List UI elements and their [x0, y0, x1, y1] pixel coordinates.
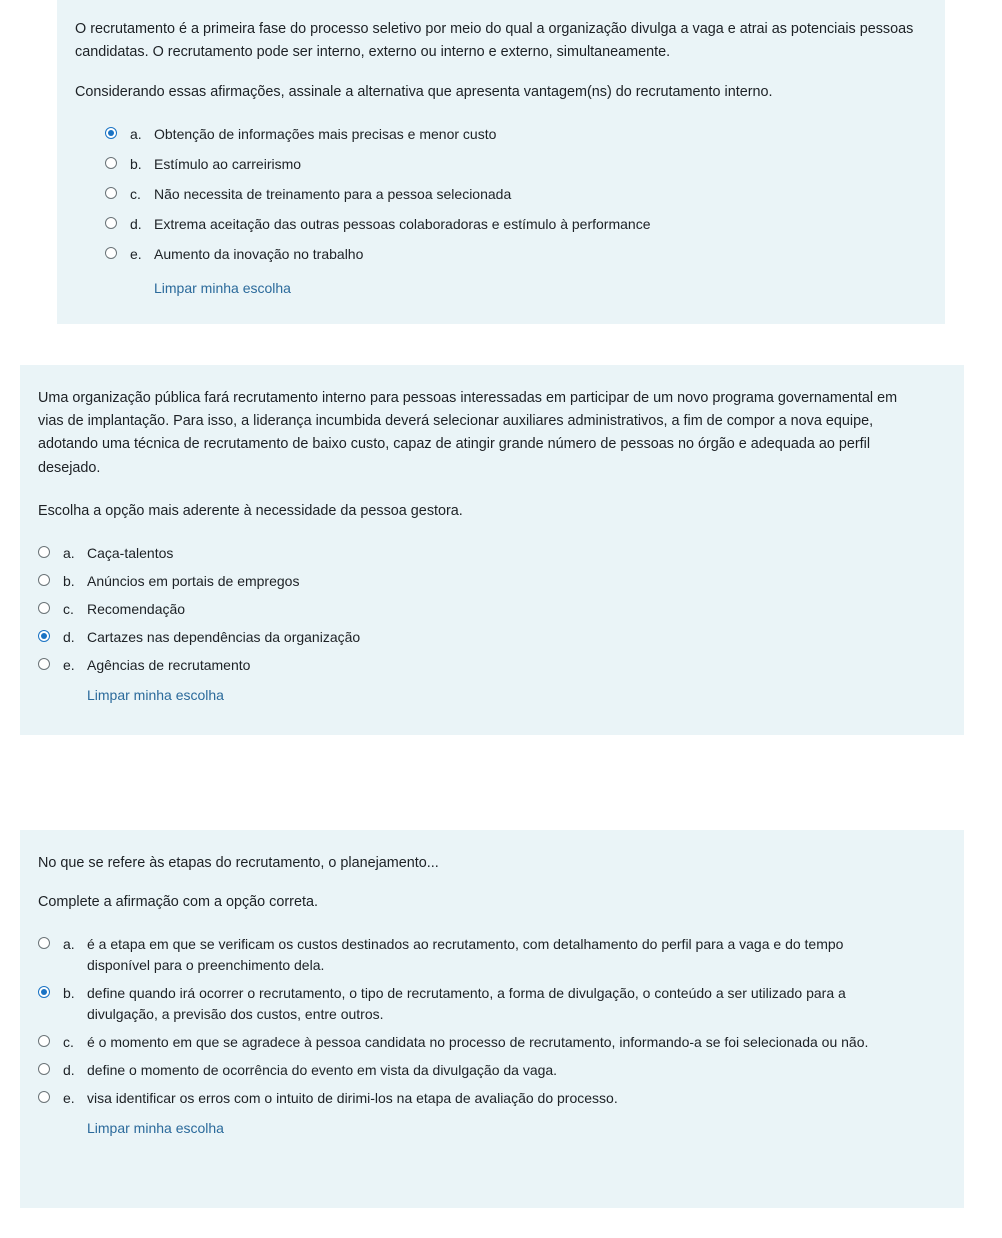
answer-option-a[interactable]: [38, 934, 940, 976]
answer-letter: d.: [63, 1062, 75, 1079]
question-card-2: [20, 365, 964, 735]
answer-option-a[interactable]: [38, 543, 940, 564]
radio-icon-b[interactable]: [105, 157, 117, 169]
radio-icon-e[interactable]: [38, 1091, 50, 1103]
radio-icon-a[interactable]: [105, 127, 117, 139]
answer-letter: c.: [63, 1034, 74, 1051]
answer-letter: e.: [63, 657, 75, 674]
radio-icon-b[interactable]: [38, 574, 50, 586]
answer-letter: d.: [63, 629, 75, 646]
radio-icon-d[interactable]: [38, 630, 50, 642]
answer-text: Agências de recrutamento: [87, 657, 251, 674]
clear-choice-link[interactable]: Limpar minha escolha: [154, 279, 291, 296]
answer-letter: c.: [130, 185, 141, 202]
answer-option-d[interactable]: [38, 1060, 940, 1081]
answer-text: define quando irá ocorrer o recrutamento, o tipo de recrutamento, a forma de divulgação, o conteúdo a ser utilizado para a divulgação, a previsão dos custos, entre outros.: [87, 985, 846, 1023]
answer-letter: a.: [63, 545, 75, 562]
answer-option-c[interactable]: [38, 1032, 940, 1053]
clear-choice-link[interactable]: Limpar minha escolha: [87, 1120, 224, 1137]
radio-icon-e[interactable]: [38, 658, 50, 670]
radio-icon-e[interactable]: [105, 247, 117, 259]
answer-list: [38, 934, 940, 1109]
radio-icon-c[interactable]: [105, 187, 117, 199]
answer-text: é a etapa em que se verificam os custos destinados ao recrutamento, com detalhamento do perfil para a vaga e do tempo disponível para o preenchimento dela.: [87, 936, 844, 974]
answer-text: Aumento da inovação no trabalho: [154, 245, 364, 262]
answer-letter: a.: [63, 936, 75, 953]
answer-letter: b.: [63, 573, 75, 590]
answer-text: visa identificar os erros com o intuito de dirimi-los na etapa de avaliação do processo.: [87, 1090, 618, 1107]
radio-icon-a[interactable]: [38, 937, 50, 949]
answer-text: Não necessita de treinamento para a pessoa selecionada: [154, 185, 512, 202]
answer-option-c[interactable]: [105, 184, 921, 205]
answer-list: [75, 124, 921, 265]
question-stem: No que se refere às etapas do recrutamento, o planejamento...: [38, 855, 439, 872]
answer-option-e[interactable]: [105, 244, 921, 265]
question-stem: Uma organização pública fará recrutamento interno para pessoas interessadas em participar de um novo programa governamental em vias de implantação. Para isso, a liderança incumbida deverá selecionar auxiliares administrativos, a fim de compor a nova equipe, adotando uma técnica de recrutamento de baixo custo, capaz de atingir grande número de pessoas no órgão e adequada ao perfil desejado.: [38, 389, 898, 476]
radio-icon-c[interactable]: [38, 602, 50, 614]
answer-letter: b.: [63, 985, 75, 1002]
answer-option-e[interactable]: [38, 1088, 940, 1109]
answer-letter: c.: [63, 601, 74, 618]
question-prompt: Considerando essas afirmações, assinale a alternativa que apresenta vantagem(ns) do recrutamento interno.: [75, 83, 773, 100]
radio-icon-c[interactable]: [38, 1035, 50, 1047]
radio-icon-d[interactable]: [105, 217, 117, 229]
answer-text: Estímulo ao carreirismo: [154, 155, 302, 172]
answer-option-b[interactable]: [38, 983, 940, 1025]
answer-option-d[interactable]: [38, 627, 940, 648]
answer-text: Cartazes nas dependências da organização: [87, 629, 361, 646]
question-stem: O recrutamento é a primeira fase do processo seletivo por meio do qual a organização divulga a vaga e atrai as potenciais pessoas candidatas. O recrutamento pode ser interno, externo ou interno e externo, simultaneamente.: [75, 21, 914, 61]
answer-text: Caça-talentos: [87, 545, 174, 562]
answer-option-d[interactable]: [105, 214, 921, 235]
answer-text: é o momento em que se agradece à pessoa candidata no processo de recrutamento, informando-a se foi selecionada ou não.: [87, 1034, 869, 1051]
answer-text: Obtenção de informações mais precisas e menor custo: [154, 125, 497, 142]
question-prompt: Complete a afirmação com a opção correta.: [38, 894, 318, 911]
question-prompt: Escolha a opção mais aderente à necessidade da pessoa gestora.: [38, 503, 463, 520]
answer-text: Recomendação: [87, 601, 186, 618]
answer-text: Extrema aceitação das outras pessoas colaboradoras e estímulo à performance: [154, 215, 651, 232]
answer-letter: d.: [130, 215, 142, 232]
radio-icon-d[interactable]: [38, 1063, 50, 1075]
answer-letter: a.: [130, 125, 142, 142]
question-card-3: [20, 830, 964, 1208]
answer-option-e[interactable]: [38, 655, 940, 676]
answer-option-b[interactable]: [38, 571, 940, 592]
clear-choice-link[interactable]: Limpar minha escolha: [87, 687, 224, 704]
answer-text: Anúncios em portais de empregos: [87, 573, 300, 590]
answer-option-c[interactable]: [38, 599, 940, 620]
answer-text: define o momento de ocorrência do evento em vista da divulgação da vaga.: [87, 1062, 558, 1079]
answer-option-b[interactable]: [105, 154, 921, 175]
answer-list: [38, 543, 940, 676]
answer-letter: e.: [63, 1090, 75, 1107]
radio-icon-b[interactable]: [38, 986, 50, 998]
radio-icon-a[interactable]: [38, 546, 50, 558]
answer-option-a[interactable]: [105, 124, 921, 145]
answer-letter: e.: [130, 245, 142, 262]
answer-letter: b.: [130, 155, 142, 172]
question-card-1: [57, 0, 945, 324]
